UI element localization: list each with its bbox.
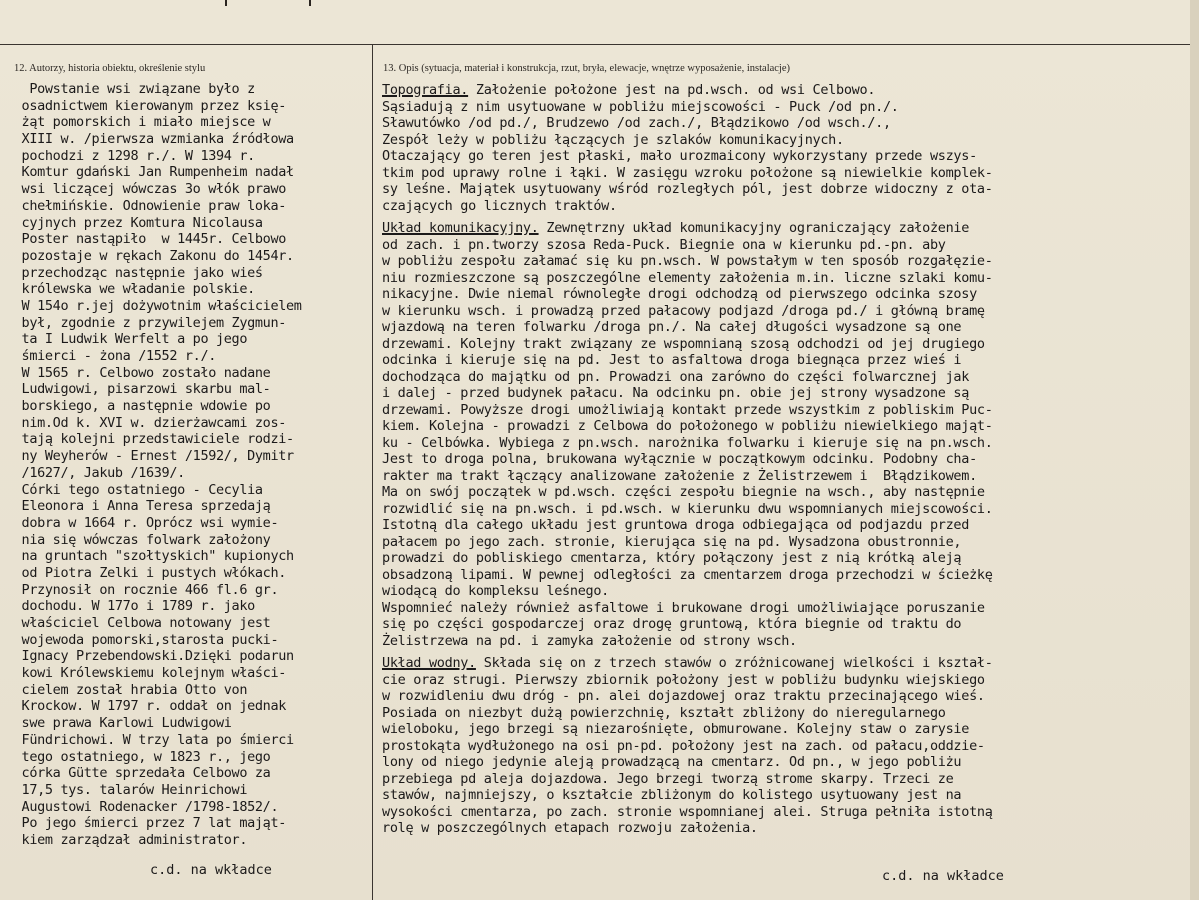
left-continuation-note: c.d. na wkładce	[150, 862, 272, 878]
description-text-line: od zach. i pn.tworzy szosa Reda-Puck. Biegnie ona w kierunku pd.-pn. aby	[382, 236, 946, 253]
history-text-line: żąt pomorskich i miało miejsce w	[6, 114, 271, 131]
top-edge-mark	[309, 0, 311, 6]
right-continuation-note: c.d. na wkładce	[882, 868, 1004, 884]
description-text-line: Posiada on niezbyt dużą powierzchnię, kształt zbliżony do nieregularnego	[382, 704, 946, 721]
history-text-line: Córki tego ostatniego - Cecylia	[6, 481, 263, 498]
description-text-line: przebiega pd aleja dojazdowa. Jego brzegi tworzą strome skarpy. Trzeci ze	[382, 770, 954, 787]
description-text-line: rakter ma trakt łączący analizowane założenie z Żelistrzewem i Błądzikowem.	[382, 467, 977, 484]
description-text-line: lony od niego jedynie aleją prowadzącą na cmentarz. Od pn., w jego pobliżu	[382, 754, 962, 770]
description-text-line: dochodząca do majątku od pn. Prowadzi ona zarówno do części folwarcznej jak	[382, 368, 970, 385]
right-column-header: 13. Opis (sytuacja, materiał i konstrukcja, rzut, bryła, elewacje, wnętrze wyposażenie, instalacje)	[383, 63, 791, 74]
history-text-line: Powstanie wsi związane było z	[6, 81, 255, 97]
history-text-line: Komtur gdański Jan Rumpenheim nadał	[6, 164, 294, 181]
top-edge-mark	[225, 0, 227, 6]
history-text-line: Augustowi Rodenacker /1798-1852/.	[6, 798, 279, 815]
history-text-line: /1627/, Jakub /1639/.	[6, 464, 185, 481]
history-text-line: był, zgodnie z przywilejem Zygmun-	[6, 314, 286, 331]
history-text-line: Fündrichowi. W trzy lata po śmierci	[6, 731, 294, 748]
history-text-line: Ignacy Przebendowski.Dzięki podarun	[6, 648, 294, 665]
description-text-line: Wspomnieć należy również asfaltowe i brukowane drogi umożliwiające poruszanie	[382, 599, 985, 616]
description-text-line: się po części gospodarczej oraz drogę gruntową, która biegnie od traktu do	[382, 616, 962, 632]
description-text-line: sy leśne. Majątek usytuowany wśród rozległych pól, jest dobrze widoczny z ota-	[382, 181, 993, 197]
history-text-line: wsi liczącej wówczas 3o włók prawo	[6, 181, 286, 198]
history-text-line: od Piotra Zelki i pustych włókach.	[6, 564, 286, 581]
description-text-line: kiem. Kolejna - prowadzi z Celbowa do położonego w pobliżu niewielkiego mająt-	[382, 418, 993, 434]
left-column-header: 12. Autorzy, historia obiektu, określenie stylu	[14, 63, 206, 74]
description-text-line: pałacem po jego zach. stronie, kierująca się na pd. Wysadzona obustronnie,	[382, 533, 962, 550]
description-text-line: prowadzi do pobliskiego cmentarza, który połączony jest z nią krótką aleją	[382, 550, 962, 566]
section-first-line-text: Zewnętrzny układ komunikacyjny ograniczający założenie	[538, 220, 970, 236]
history-text-line: cielem został hrabia Otto von	[6, 681, 248, 698]
history-text-line: W 1565 r. Celbowo zostało nadane	[6, 364, 271, 381]
description-text-line: wieloboku, jego brzegi są niezarośnięte, obmurowane. Kolejny staw o zarysie	[382, 721, 970, 737]
description-text-line: drzewami. Kolejny trakt związany ze wspomnianą szosą odchodzi od jej drugiego	[382, 335, 985, 352]
history-text-line: Krockow. W 1797 r. oddał on jednak	[6, 698, 286, 715]
history-text-line: kiem zarządzał administrator.	[6, 831, 248, 848]
history-text-line: przechodząc następnie jako wieś	[6, 264, 263, 281]
description-text-line: odcinka i kieruje się na pd. Jest to asfaltowa droga biegnąca przez wieś i	[382, 352, 962, 368]
history-text-line: Po jego śmierci przez 7 lat mająt-	[6, 815, 286, 832]
section-first-line-text: Składa się on z trzech stawów o zróżnicowanej wielkości i kształ-	[475, 655, 993, 671]
section-heading-line	[382, 82, 1194, 99]
history-text-line: pochodzi z 1298 r./. W 1394 r.	[6, 147, 255, 164]
history-text-line: cyjnych przez Komtura Nicolausa	[6, 214, 263, 231]
section-title: Układ wodny.	[382, 655, 476, 671]
description-text-line: wysokości cmentarza, po zach. stronie wspomnianej alei. Struga pełniła istotną	[382, 803, 993, 820]
history-text-line: na gruntach "szołtyskich" kupionych	[6, 548, 294, 565]
description-text-line: niu rozmieszczone są poszczególne elementy założenia m.in. liczne szlaki komu-	[382, 269, 993, 286]
description-text-line: wiodącą do kompleksu leśnego.	[382, 583, 610, 599]
description-text-line: obsadzoną lipami. W pewnej odległości za cmentarzem droga przechodzi w ścieżkę	[382, 566, 993, 583]
history-text-line: Poster nastąpiło w 1445r. Celbowo	[6, 231, 286, 248]
section-first-line-text: Założenie położone jest na pd.wsch. od wsi Celbowo.	[468, 82, 876, 98]
description-text-line: rozwidlić się na pn.wsch. i pd.wsch. w kierunku dwu wspomnianych miejscowości.	[382, 500, 993, 517]
history-text-line: nia się wówczas folwark założony	[6, 531, 271, 548]
history-text-line: XIII w. /pierwsza wzmianka źródłowa	[6, 131, 294, 148]
description-text-line: ku - Celbówka. Wybiega z pn.wsch. narożnika folwarku i kieruje się na pn.wsch.	[382, 434, 993, 451]
description-text-line: Otaczający go teren jest płaski, mało urozmaicony wykorzystany przede wszys-	[382, 148, 977, 164]
description-text-line: w kierunku wsch. i prowadzą przed pałacowy podjazd /droga pd./ i główną bramę	[382, 302, 985, 319]
history-text-line: Ludwigowi, pisarzowi skarbu mal-	[6, 381, 271, 398]
description-text-line: tkim pod uprawy rolne i łąki. W zasięgu wzroku położone są niewielkie komplek-	[382, 164, 993, 181]
section-heading-line	[382, 220, 1194, 237]
history-text-line: królewska we władanie polskie.	[6, 281, 255, 298]
description-text-line: w rozwidleniu dwu dróg - pn. alei dojazdowej oraz traktu przecinającego wieś.	[382, 688, 985, 704]
history-text-line: pozostaje w rękach Zakonu do 1454r.	[6, 247, 294, 264]
history-text-line: wojewoda pomorski,starosta pucki-	[6, 631, 279, 648]
column-divider	[372, 44, 373, 900]
history-text-line: Eleonora i Anna Teresa sprzedają	[6, 498, 271, 515]
history-text-line: W 154o r.jej dożywotnim właścicielem	[6, 297, 302, 314]
history-column	[6, 81, 368, 849]
description-text-line: wjazdową na teren folwarku /droga pn./. Na całej długości wysadzone są one	[382, 319, 962, 335]
history-text-line: swe prawa Karlowi Ludwigowi	[6, 715, 232, 732]
history-text-line: ny Weyherów - Ernest /1592/, Dymitr	[6, 448, 294, 465]
history-text-line: chełmińskie. Odnowienie praw loka-	[6, 197, 286, 214]
description-text-line: i dalej - przed budynek pałacu. Na odcinku pn. obie jej strony wysadzone są	[382, 385, 970, 401]
section-title: Topografia.	[382, 82, 469, 98]
section-title: Układ komunikacyjny.	[382, 220, 539, 236]
history-text-line: córka Gütte sprzedała Celbowo za	[6, 765, 271, 782]
description-text-line: nikacyjne. Dwie niemal równoległe drogi odchodzą od pierwszego odcinka szosy	[382, 286, 977, 302]
description-text-line: Sąsiadują z nim usytuowane w pobliżu miejscowości - Puck /od pn./.	[382, 98, 899, 115]
description-text-line: Jest to droga polna, brukowana wyłącznie w początkowym odcinku. Podobny cha-	[382, 451, 977, 467]
description-text-line: Zespół leży w pobliżu łączących je szlaków komunikacyjnych.	[382, 131, 844, 148]
history-text-line: borskiego, a następnie wdowie po	[6, 398, 271, 415]
description-text-line: czających go licznych traktów.	[382, 197, 617, 214]
description-text-line: cie oraz strugi. Pierwszy zbiornik położony jest w pobliżu budynku wiejskiego	[382, 671, 985, 688]
history-text-line: dochodu. W 177o i 1789 r. jako	[6, 598, 255, 615]
history-text-line: ta I Ludwik Werfelt a po jego	[6, 331, 248, 348]
description-text-line: prostokąta wydłużonego na osi pn-pd. położony jest na zach. od pałacu,oddzie-	[382, 737, 985, 754]
history-text-line: dobra w 1664 r. Oprócz wsi wymie-	[6, 514, 279, 531]
description-text-line: stawów, najmniejszy, o kształcie zbliżonym do kolistego usytuowany jest na	[382, 787, 962, 803]
header-rule	[0, 44, 1199, 45]
section-heading-line	[382, 655, 1194, 672]
description-text-line: Ma on swój początek w pd.wsch. części zespołu biegnie na wsch., aby następnie	[382, 484, 985, 500]
history-text-line: osadnictwem kierowanym przez księ-	[6, 97, 286, 114]
description-text-line: w pobliżu zespołu załamać się ku pn.wsch. W powstałym w ten sposób rozgałęzie-	[382, 253, 993, 269]
history-text-line: tają kolejni przedstawiciele rodzi-	[6, 431, 294, 448]
description-column	[382, 82, 1194, 837]
history-text-line: śmierci - żona /1552 r./.	[6, 348, 216, 364]
history-text-line: kowi Królewskiemu kolejnym właści-	[6, 665, 286, 682]
description-text-line: Żelistrzewa na pd. i zamyka założenie od strony wsch.	[382, 632, 797, 649]
history-text-line: tego ostatniego, w 1823 r., jego	[6, 748, 271, 765]
history-text-line: nim.Od k. XVI w. dzierżawcami zos-	[6, 414, 286, 431]
history-text-line: 17,5 tys. talarów Heinrichowi	[6, 781, 248, 798]
history-text-line: właściciel Celbowa notowany jest	[6, 615, 271, 631]
description-text-line: rolę w poszczególnych etapach rozwoju założenia.	[382, 820, 758, 836]
description-text-line: drzewami. Powyższe drogi umożliwiają kontakt przede wszystkim z pobliskim Puc-	[382, 401, 993, 418]
description-text-line: Istotną dla całego układu jest gruntowa droga odbiegająca od podjazdu przed	[382, 517, 970, 533]
description-text-line: Sławutówko /od pd./, Brudzewo /od zach./, Błądzikowo /od wsch./.,	[382, 115, 891, 131]
history-text-line: Przynosił on rocznie 466 fl.6 gr.	[6, 581, 279, 598]
